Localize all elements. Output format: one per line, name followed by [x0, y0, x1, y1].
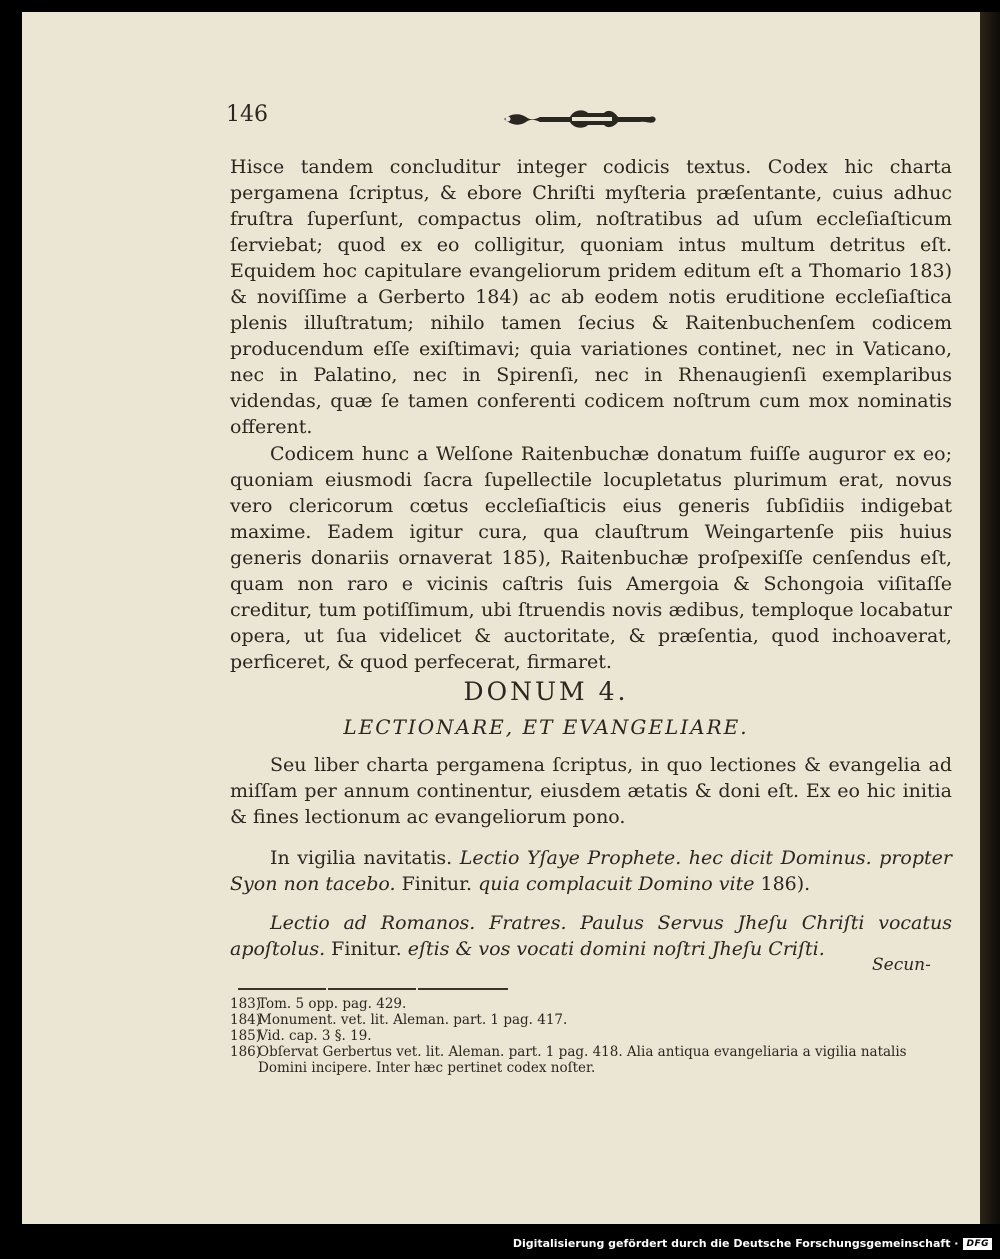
ornament-icon [500, 105, 660, 133]
footnote: 185)Vid. cap. 3 §. 19. [230, 1028, 372, 1044]
footnote: 183)Tom. 5 opp. pag. 429. [230, 996, 407, 1012]
paragraph-2 [230, 441, 952, 675]
footer-text: Digitalisierung gefördert durch die Deutsche Forschungsgemeinschaft · [512, 1237, 959, 1250]
paragraph-3-text: Seu liber charta pergamena ſcriptus, in quo lectiones & evangelia ad miſſam per annum continentur, eiusdem ætatis & doni eſt. Ex eo hic initia & fines lectionum ac evangeliorum pono. [230, 754, 952, 828]
paragraph-4-text: In vigilia navitatis. Lectio Yſaye Prophete. hec dicit Dominus. propter Syon non tacebo. Finitur. quia complacuit Domino vite 186). [230, 847, 952, 895]
paragraph-3 [230, 752, 952, 830]
footnote-rule [238, 988, 326, 990]
paragraph-4 [230, 845, 952, 897]
catchword: Secun- [872, 955, 931, 975]
paragraph-5 [230, 910, 952, 962]
footnote: 186)Obſervat Gerbertus vet. lit. Aleman. part. 1 pag. 418. Alia antiqua evangeliaria a vigilia natalis Domini incipere. Inter hæc pertinet codex noſter. [230, 1044, 907, 1076]
footnote: 184)Monument. vet. lit. Aleman. part. 1 pag. 417. [230, 1012, 568, 1028]
page-number: 146 [226, 102, 268, 127]
paragraph-1-text: Hisce tandem concluditur integer codicis textus. Codex hic charta pergamena ſcriptus, & ebore Chriſti myſteria præſentante, cuius adhuc fruſtra ſuperſunt, compactus olim, noſtratibus ad uſum eccleſiaſticum ſerviebat; quod ex eo colligitur, quoniam intus multum detritus eſt. Equidem hoc capitulare evangeliorum pridem editum eſt a Thomario 183) & noviſſime a Gerberto 184) ac ab eodem notis eruditione eccleſiaſtica plenis illuſtratum; nihilo tamen ſecius & Raitenbuchenſem codicem producendum eſſe exiſtimavi; quia variationes continet, nec in Vaticano, nec in Palatino, nec in Spirenſi, nec in Rhenaugienſi exemplaribus videndas, quæ ſe tamen conferenti codicem noſtrum cum mox nominatis offerent. [230, 156, 952, 438]
section-heading: DONUM 4. [463, 677, 629, 706]
dfg-logo-icon: DFG [963, 1238, 992, 1250]
digitization-footer [513, 1237, 992, 1250]
footnote-rule [328, 988, 416, 990]
section-subheading: LECTIONARE, ET EVANGELIARE. [343, 715, 749, 739]
paragraph-2-text: Codicem hunc a Welſone Raitenbuchæ donatum fuiſſe auguror ex eo; quoniam eiusmodi ſacra ſupellectile locupletatus plurimum erat, novus vero clericorum cœtus eccleſiaſticis eius generis ſubſidiis indigebat maxime. Eadem igitur cura, qua clauſtrum Weingartenſe piis huius generis donariis ornaverat 185), Raitenbuchæ proſpexiſſe cenſendus eſt, quam non raro e vicinis caſtris ſuis Amergoia & Schongoia viſitaſſe creditur, tum potiſſimum, ubi ſtruendis novis ædibus, temploque locabatur opera, ut ſua videlicet & auctoritate, & præſentia, quod inchoaverat, perficeret, & quod perfecerat, firmaret. [230, 443, 952, 673]
footnote-rule [418, 988, 508, 990]
footnotes [230, 996, 952, 1076]
book-page [22, 12, 980, 1224]
paragraph-1 [230, 154, 952, 440]
paragraph-5-text: Lectio ad Romanos. Fratres. Paulus Servus Jheſu Chriſti vocatus apoſtolus. Finitur. eſtis & vos vocati domini noſtri Jheſu Criſti. [230, 912, 952, 960]
book-edge [980, 12, 1000, 1224]
